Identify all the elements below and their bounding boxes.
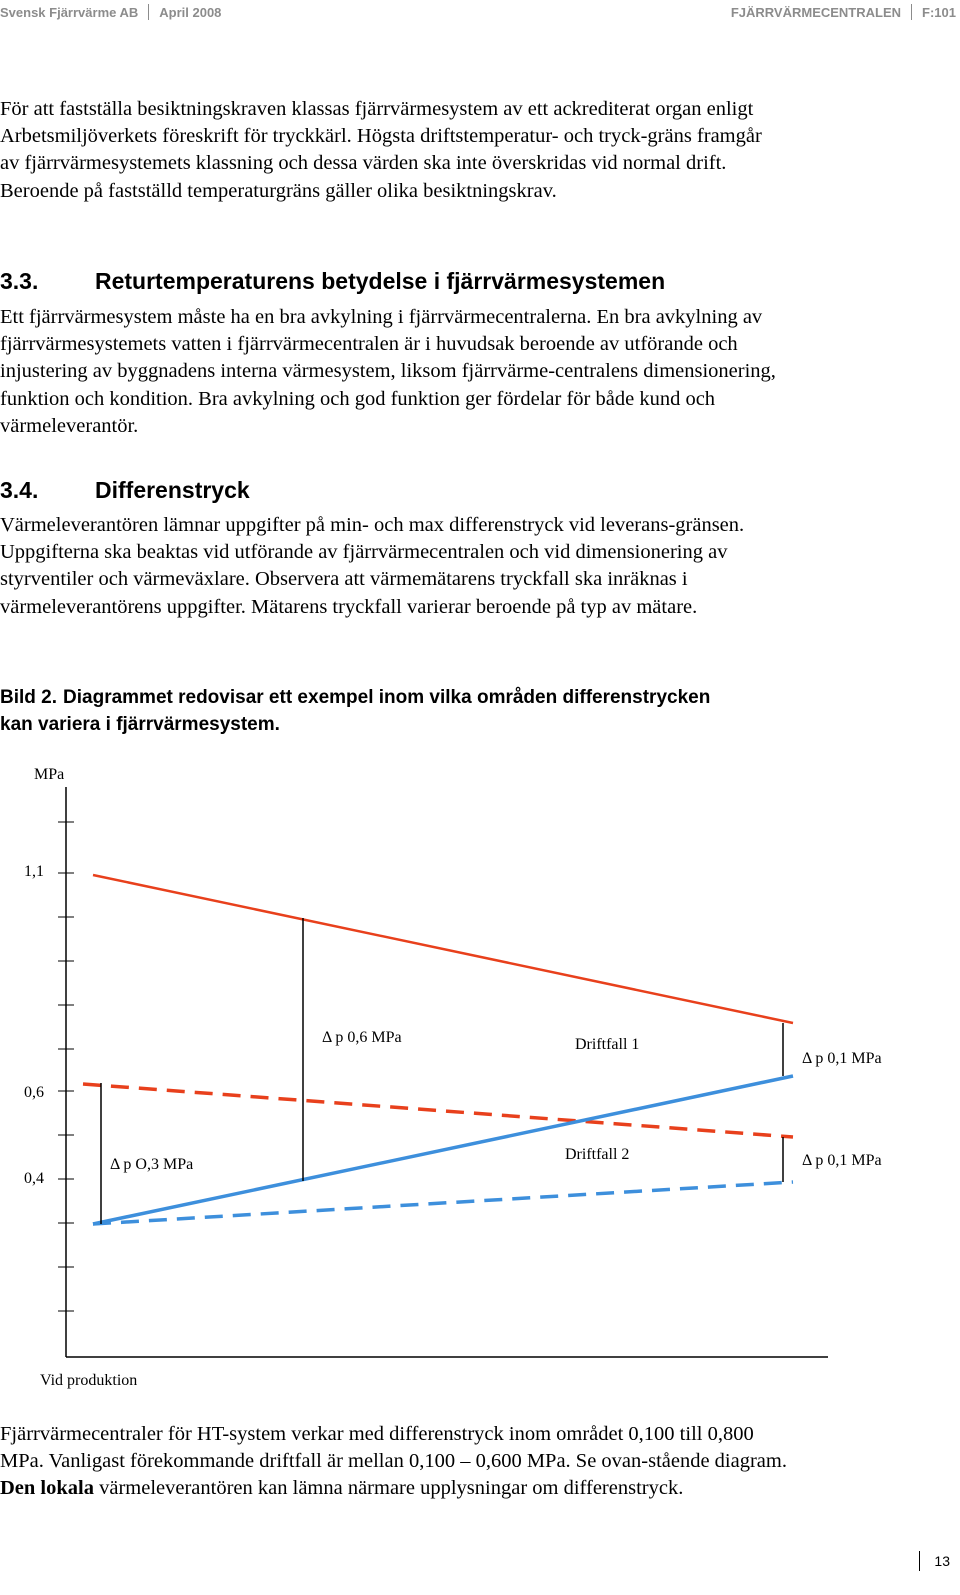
supply-line-driftfall-1	[93, 875, 793, 1023]
section-body-text: Ett fjärrvärmesystem måste ha en bra avkylning i fjärrvärmecentralerna. En bra avkylning av fjärrvärmesystemets vatten i fjärrvärmecentralen är i huvudsak beroende av utförande och injustering av byggnadens interna värmesystem, liksom fjärrvärme-centralens dimensionering, funktion och kondition. Bra avkylning och god funktion ger fördelar för både kund och värmeleverantör.	[0, 306, 776, 437]
closing-text-end: värmeleverantören kan lämna närmare upplysningar om differenstryck.	[93, 1477, 684, 1500]
x-axis-label: Vid produktion	[40, 1372, 138, 1389]
intro-text: För att fastställa besiktningskraven klassas fjärrvärmesystem av ett ackrediterat organ enligt Arbetsmiljöverkets föreskrift för tryckkärl. Högsta driftstemperatur- och tryck-gräns framgår av fjärrvärmesystemets klassning och dessa värden ska inte överskridas vid normal drift. Beroende på fastställd temperaturgräns gäller olika besiktningskrav.	[0, 98, 762, 202]
closing-bold-text: Den lokala	[0, 1477, 94, 1500]
header-divider	[911, 4, 912, 20]
figure-label: Bild 2.	[0, 687, 58, 708]
page-header-right	[731, 2, 956, 22]
company-name: Svensk Fjärrvärme AB	[0, 4, 139, 20]
section-heading-3-4	[0, 477, 250, 504]
dp-right-top-label: Δ p 0,1 MPa	[802, 1050, 882, 1067]
section-title: Differenstryck	[95, 477, 250, 503]
page-number: 13	[934, 1553, 950, 1569]
dp-mid-label: Δ p 0,6 MPa	[322, 1029, 402, 1046]
driftfall-1-label: Driftfall 1	[575, 1036, 640, 1053]
document-date: April 2008	[159, 4, 222, 20]
closing-paragraph	[0, 1421, 790, 1503]
header-divider	[148, 4, 149, 20]
page-footer	[919, 1551, 950, 1571]
tick-label-1-1: 1,1	[24, 863, 44, 880]
section-body-text: Värmeleverantören lämnar uppgifter på min- och max differenstryck vid leverans-gränsen. Uppgifterna ska beaktas vid utförande av fjärrvärmecentralen och vid dimensionering av styrventiler och värmeväxlare. Observera att värmemätarens tryckfall ska inräknas i värmeleverantörens uppgifter. Mätarens tryckfall varierar beroende på typ av mätare.	[0, 514, 745, 618]
intro-paragraph	[0, 96, 780, 205]
document-code: F:101	[922, 4, 956, 20]
section-title: Returtemperaturens betydelse i fjärrvärmesystemen	[95, 268, 666, 294]
footer-divider	[919, 1551, 920, 1571]
page-header-left	[0, 2, 221, 22]
section-3-3-body	[0, 304, 780, 440]
closing-text	[0, 1421, 790, 1503]
section-number: 3.4.	[0, 477, 39, 503]
figure-caption-text: Diagrammet redovisar ett exempel inom vilka områden differenstrycken kan variera i fjärrvärmesystem.	[0, 687, 711, 735]
dp-right-bottom-label: Δ p 0,1 MPa	[802, 1152, 882, 1169]
tick-label-0-4: 0,4	[24, 1170, 44, 1187]
driftfall-2-label: Driftfall 2	[565, 1146, 630, 1163]
tick-label-0-6: 0,6	[24, 1084, 44, 1101]
supply-line-driftfall-2	[83, 1084, 793, 1137]
section-number: 3.3.	[0, 268, 39, 294]
section-heading-3-3	[0, 268, 665, 295]
figure-caption	[0, 684, 720, 738]
y-axis-label: MPa	[34, 766, 65, 783]
section-3-4-body	[0, 512, 780, 621]
closing-text-start: Fjärrvärmecentraler för HT-system verkar med differenstryck inom området 0,100 till 0,800 MPa. Vanligast förekommande driftfall är mellan 0,100 – 0,600 MPa. Se ovan-stående diagram.	[0, 1423, 787, 1473]
differential-pressure-diagram	[0, 755, 900, 1395]
document-title: FJÄRRVÄRMECENTRALEN	[730, 4, 902, 20]
dp-left-label: Δ p O,3 MPa	[110, 1156, 194, 1173]
